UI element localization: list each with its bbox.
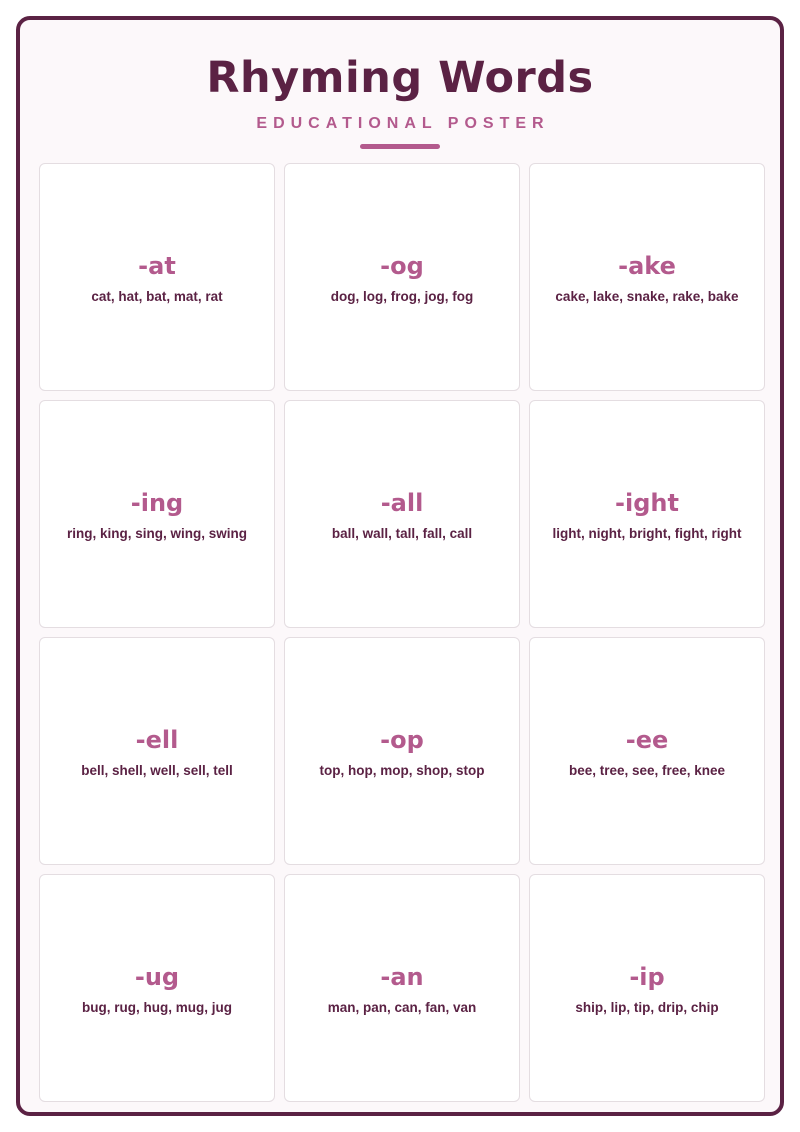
word-ending: -ight — [615, 488, 679, 517]
word-ending: -an — [380, 962, 424, 991]
word-ending: -at — [138, 251, 176, 280]
rhyme-card — [529, 400, 765, 628]
poster-header — [20, 20, 780, 160]
word-ending: -op — [380, 725, 424, 754]
rhyme-card — [39, 163, 275, 391]
rhyming-word-list: bee, tree, see, free, knee — [568, 762, 726, 778]
rhyming-word-list: light, night, bright, fight, right — [552, 525, 742, 541]
rhyming-word-list: man, pan, can, fan, van — [327, 999, 477, 1015]
rhyming-word-list: cat, hat, bat, mat, rat — [91, 288, 223, 304]
rhyming-word-list: ring, king, sing, wing, swing — [66, 525, 247, 541]
rhyme-card — [39, 637, 275, 865]
poster-title: Rhyming Words — [206, 53, 594, 103]
rhyme-card — [39, 874, 275, 1102]
rhyming-word-list: cake, lake, snake, rake, bake — [555, 288, 739, 304]
word-ending: -ing — [130, 488, 184, 517]
rhyming-word-list: dog, log, frog, jog, fog — [330, 288, 474, 304]
title-underline — [360, 144, 440, 149]
rhyme-card — [284, 163, 520, 391]
word-ending: -ell — [135, 725, 179, 754]
word-ending: -ake — [618, 251, 676, 280]
word-ending: -ee — [625, 725, 669, 754]
poster-frame — [16, 16, 784, 1116]
rhyme-card — [529, 874, 765, 1102]
rhyme-card — [284, 874, 520, 1102]
word-ending: -ug — [134, 962, 180, 991]
rhyming-word-list: top, hop, mop, shop, stop — [319, 762, 485, 778]
word-ending: -ip — [629, 962, 665, 991]
rhyme-card — [39, 400, 275, 628]
rhyme-card — [529, 163, 765, 391]
rhyme-card — [529, 637, 765, 865]
rhyming-word-list: bug, rug, hug, mug, jug — [82, 999, 232, 1015]
word-ending: -og — [380, 251, 424, 280]
rhyming-word-list: ship, lip, tip, drip, chip — [575, 999, 719, 1015]
word-ending: -all — [380, 488, 424, 517]
poster-subtitle: EDUCATIONAL POSTER — [256, 115, 550, 132]
rhyme-card — [284, 637, 520, 865]
rhyme-card-grid — [39, 163, 765, 1102]
rhyme-card — [284, 400, 520, 628]
rhyming-word-list: bell, shell, well, sell, tell — [81, 762, 233, 778]
rhyming-word-list: ball, wall, tall, fall, call — [331, 525, 473, 541]
